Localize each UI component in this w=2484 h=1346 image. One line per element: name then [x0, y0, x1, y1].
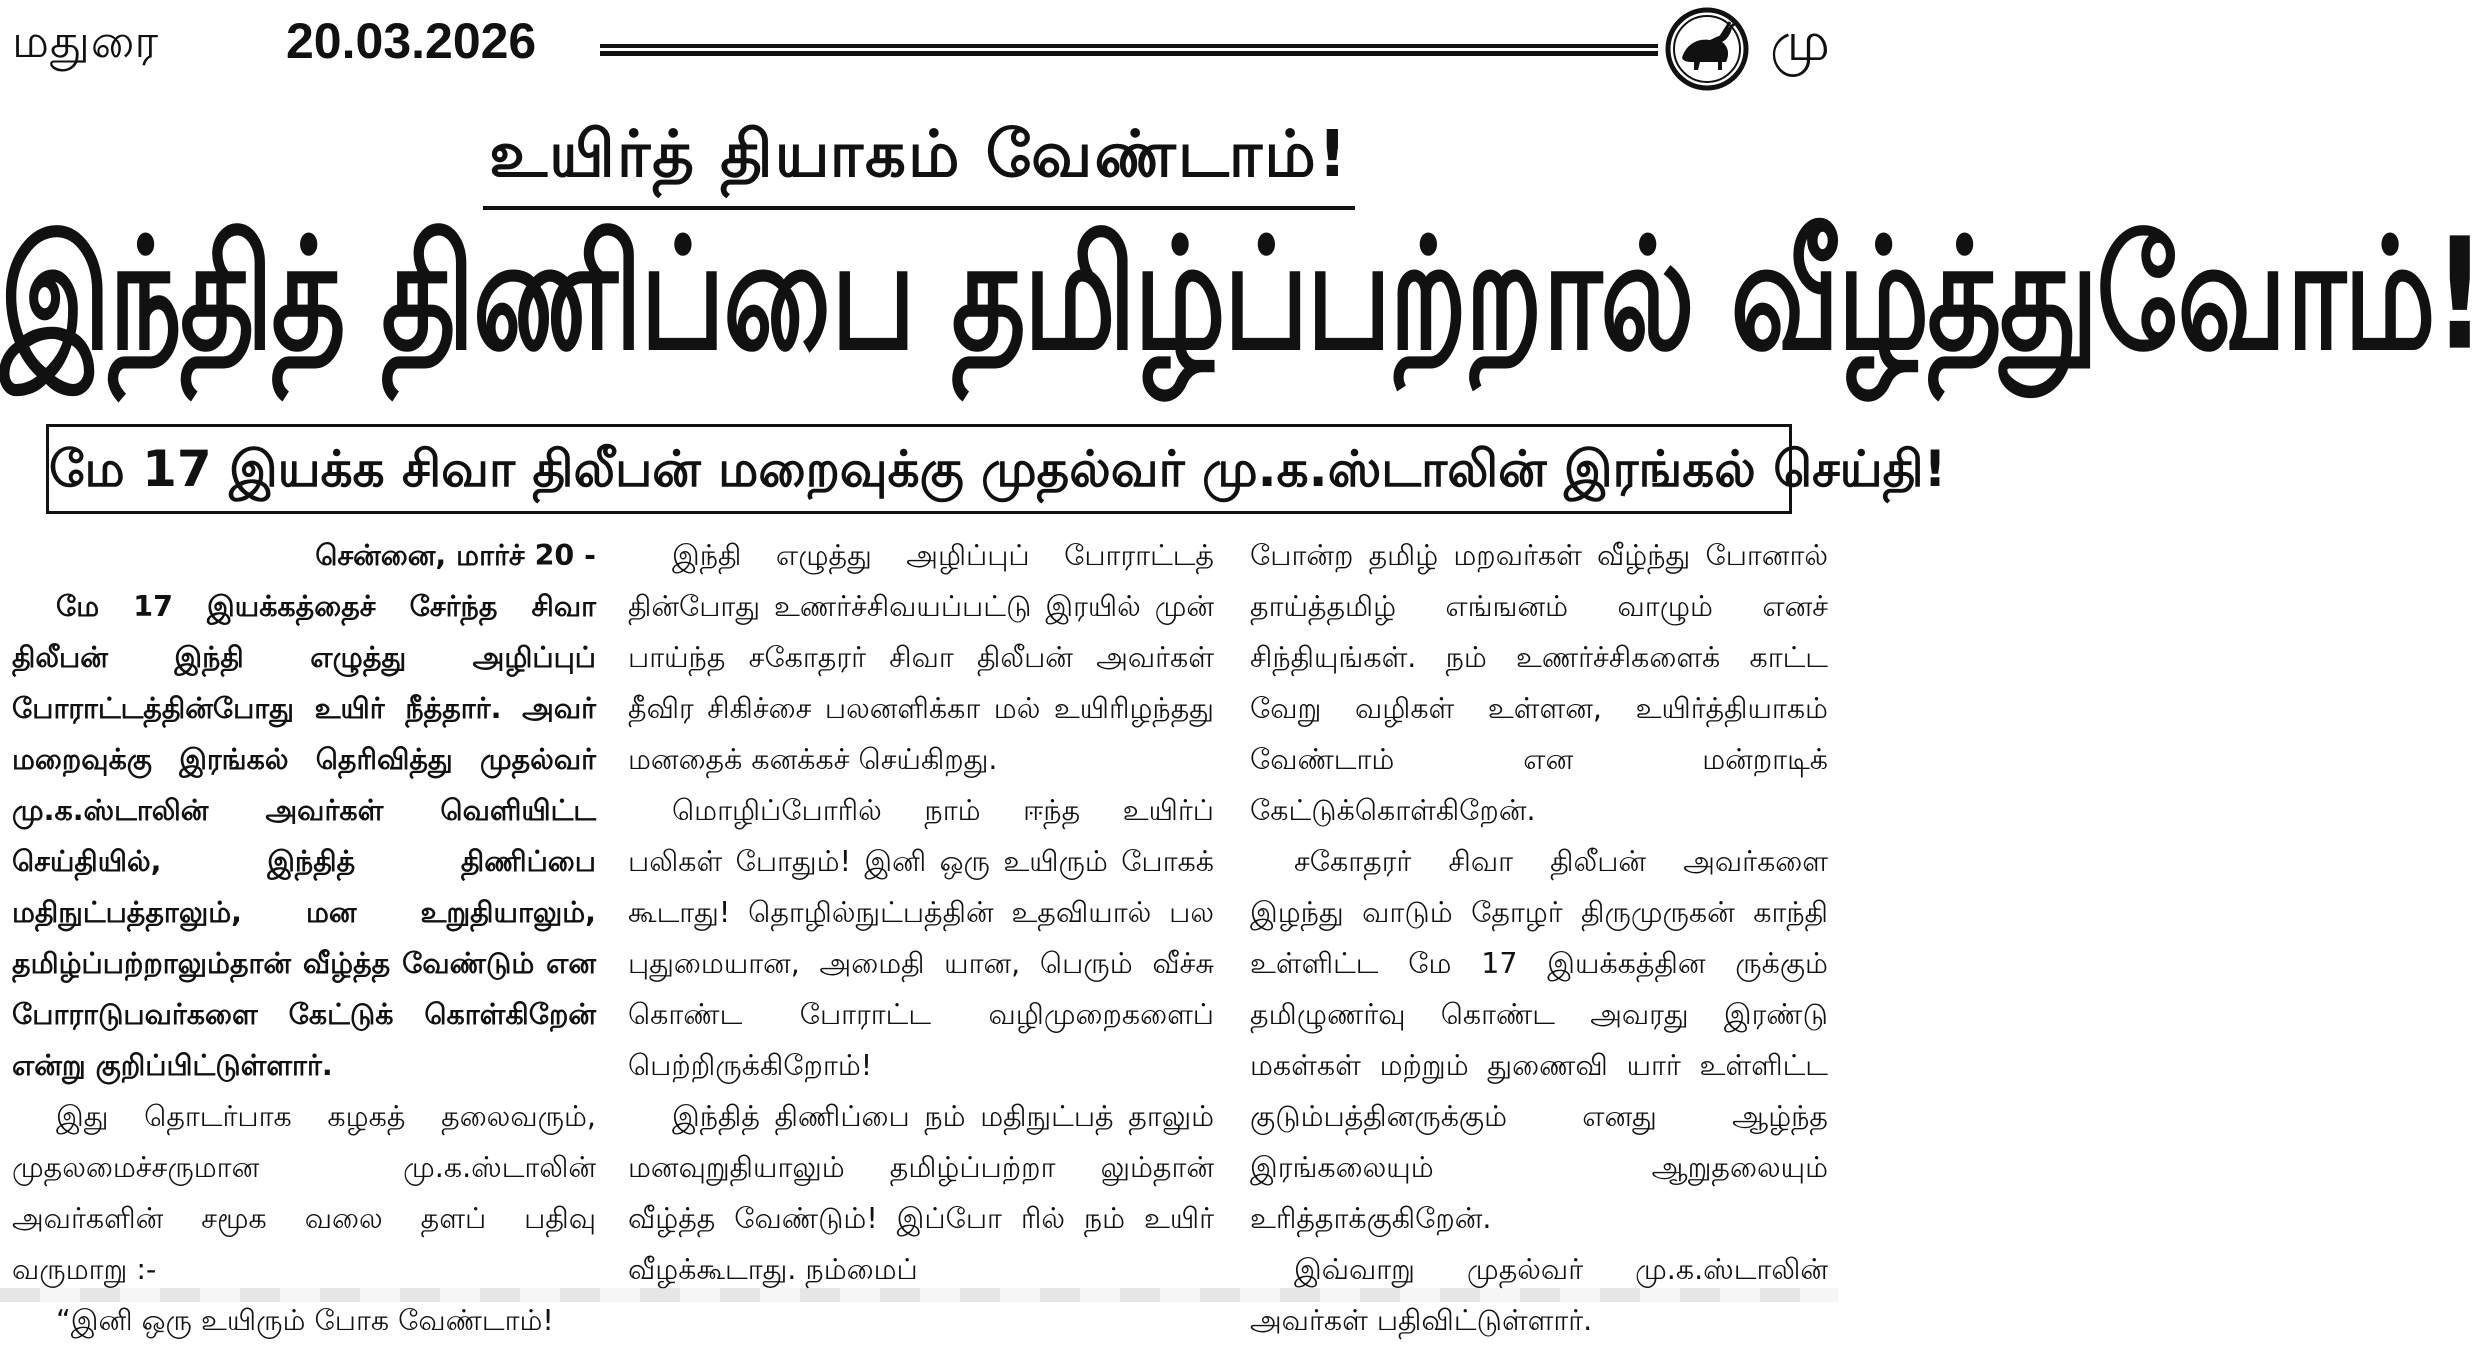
bull-emblem-icon	[1664, 6, 1750, 92]
masthead	[0, 0, 1838, 100]
article-column-2	[628, 530, 1214, 1295]
article-column-1	[12, 530, 596, 1346]
masthead-rule	[600, 44, 1658, 56]
kicker	[0, 118, 1838, 210]
subheadline-box	[46, 424, 1947, 514]
paragraph: இந்தித் திணிப்பை நம் மதிநுட்பத் தாலும் மனவுறுதியாலும் தமிழ்ப்பற்றா லும்தான் வீழ்த்த வேண்டும்! இப்போ ரில் நம் உயிர் வீழக்கூடாது. நம்மைப்	[628, 1100, 1214, 1286]
masthead-rule-center	[600, 51, 1658, 53]
masthead-title-fragment: மு	[1770, 10, 1830, 73]
city-name: மதுரை	[12, 14, 160, 68]
paragraph: இது தொடர்பாக கழகத் தலைவரும், முதலமைச்சருமான மு.க.ஸ்டாலின் அவர்களின் சமூக வலை தளப் பதிவு வருமாறு :-	[12, 1100, 596, 1286]
next-article-edge	[0, 1288, 1838, 1302]
article-column-3	[1250, 530, 1828, 1346]
paragraph: இந்தி எழுத்து அழிப்புப் போராட்டத் தின்போது உணர்ச்சிவயப்பட்டு இரயில் முன் பாய்ந்த சகோதரர் சிவா திலீபன் அவர்கள் தீவிர சிகிச்சை பலனளிக்கா மல் உயிரிழந்தது மனதைக் கனக்கச் செய்கிறது.	[628, 539, 1214, 776]
paragraph: “இனி ஒரு உயிரும் போக வேண்டாம்!	[56, 1304, 554, 1337]
lead-paragraph: மே 17 இயக்கத்தைச் சேர்ந்த சிவா திலீபன் இந்தி எழுத்து அழிப்புப் போராட்டத்தின்போது உயிர் நீத்தார். அவர் மறைவுக்கு இரங்கல் தெரிவித்து முதல்வர் மு.க.ஸ்டாலின் அவர்கள் வெளியிட்ட செய்தியில், இந்தித் திணிப்பை மதிநுட்பத்தாலும், மன உறுதியாலும், தமிழ்ப்பற்றாலும்தான் வீழ்த்த வேண்டும் என போராடுபவர்களை கேட்டுக் கொள்கிறேன் என்று குறிப்பிட்டுள்ளார்.	[12, 590, 596, 1082]
subheadline: மே 17 இயக்க சிவா திலீபன் மறைவுக்கு முதல்வர் மு.க.ஸ்டாலின் இரங்கல் செய்தி!	[49, 440, 1947, 498]
kicker-text: உயிர்த் தியாகம் வேண்டாம்!	[483, 118, 1355, 210]
paragraph: மொழிப்போரில் நாம் ஈந்த உயிர்ப் பலிகள் போதும்! இனி ஒரு உயிரும் போகக் கூடாது! தொழில்நுட்பத்தின் உதவியால் பல புதுமையான, அமைதி யான, பெரும் வீச்சு கொண்ட போராட்ட வழிமுறைகளைப் பெற்றிருக்கிறோம்!	[628, 794, 1214, 1082]
paragraph: போன்ற தமிழ் மறவர்கள் வீழ்ந்து போனால் தாய்த்தமிழ் எங்ஙனம் வாழும் எனச் சிந்தியுங்கள். நம் உணர்ச்சிகளைக் காட்ட வேறு வழிகள் உள்ளன, உயிர்த்தியாகம் வேண்டாம் என மன்றாடிக் கேட்டுக்கொள்கிறேன்.	[1250, 539, 1828, 827]
issue-date: 20.03.2026	[286, 13, 537, 69]
headline: இந்தித் திணிப்பை தமிழ்ப்பற்றால் வீழ்த்துவோம்!	[0, 204, 2484, 385]
paragraph: இவ்வாறு முதல்வர் மு.க.ஸ்டாலின் அவர்கள் பதிவிட்டுள்ளார்.	[1250, 1253, 1828, 1337]
paragraph: சகோதரர் சிவா திலீபன் அவர்களை இழந்து வாடும் தோழர் திருமுருகன் காந்தி உள்ளிட்ட மே 17 இயக்கத்தின ருக்கும் தமிழுணர்வு கொண்ட அவரது இரண்டு மகள்கள் மற்றும் துணைவி யார் உள்ளிட்ட குடும்பத்தினருக்கும் எனது ஆழ்ந்த இரங்கலையும் ஆறுதலையும் உரித்தாக்குகிறேன்.	[1250, 845, 1828, 1235]
dateline: சென்னை, மார்ச் 20 -	[315, 539, 596, 572]
